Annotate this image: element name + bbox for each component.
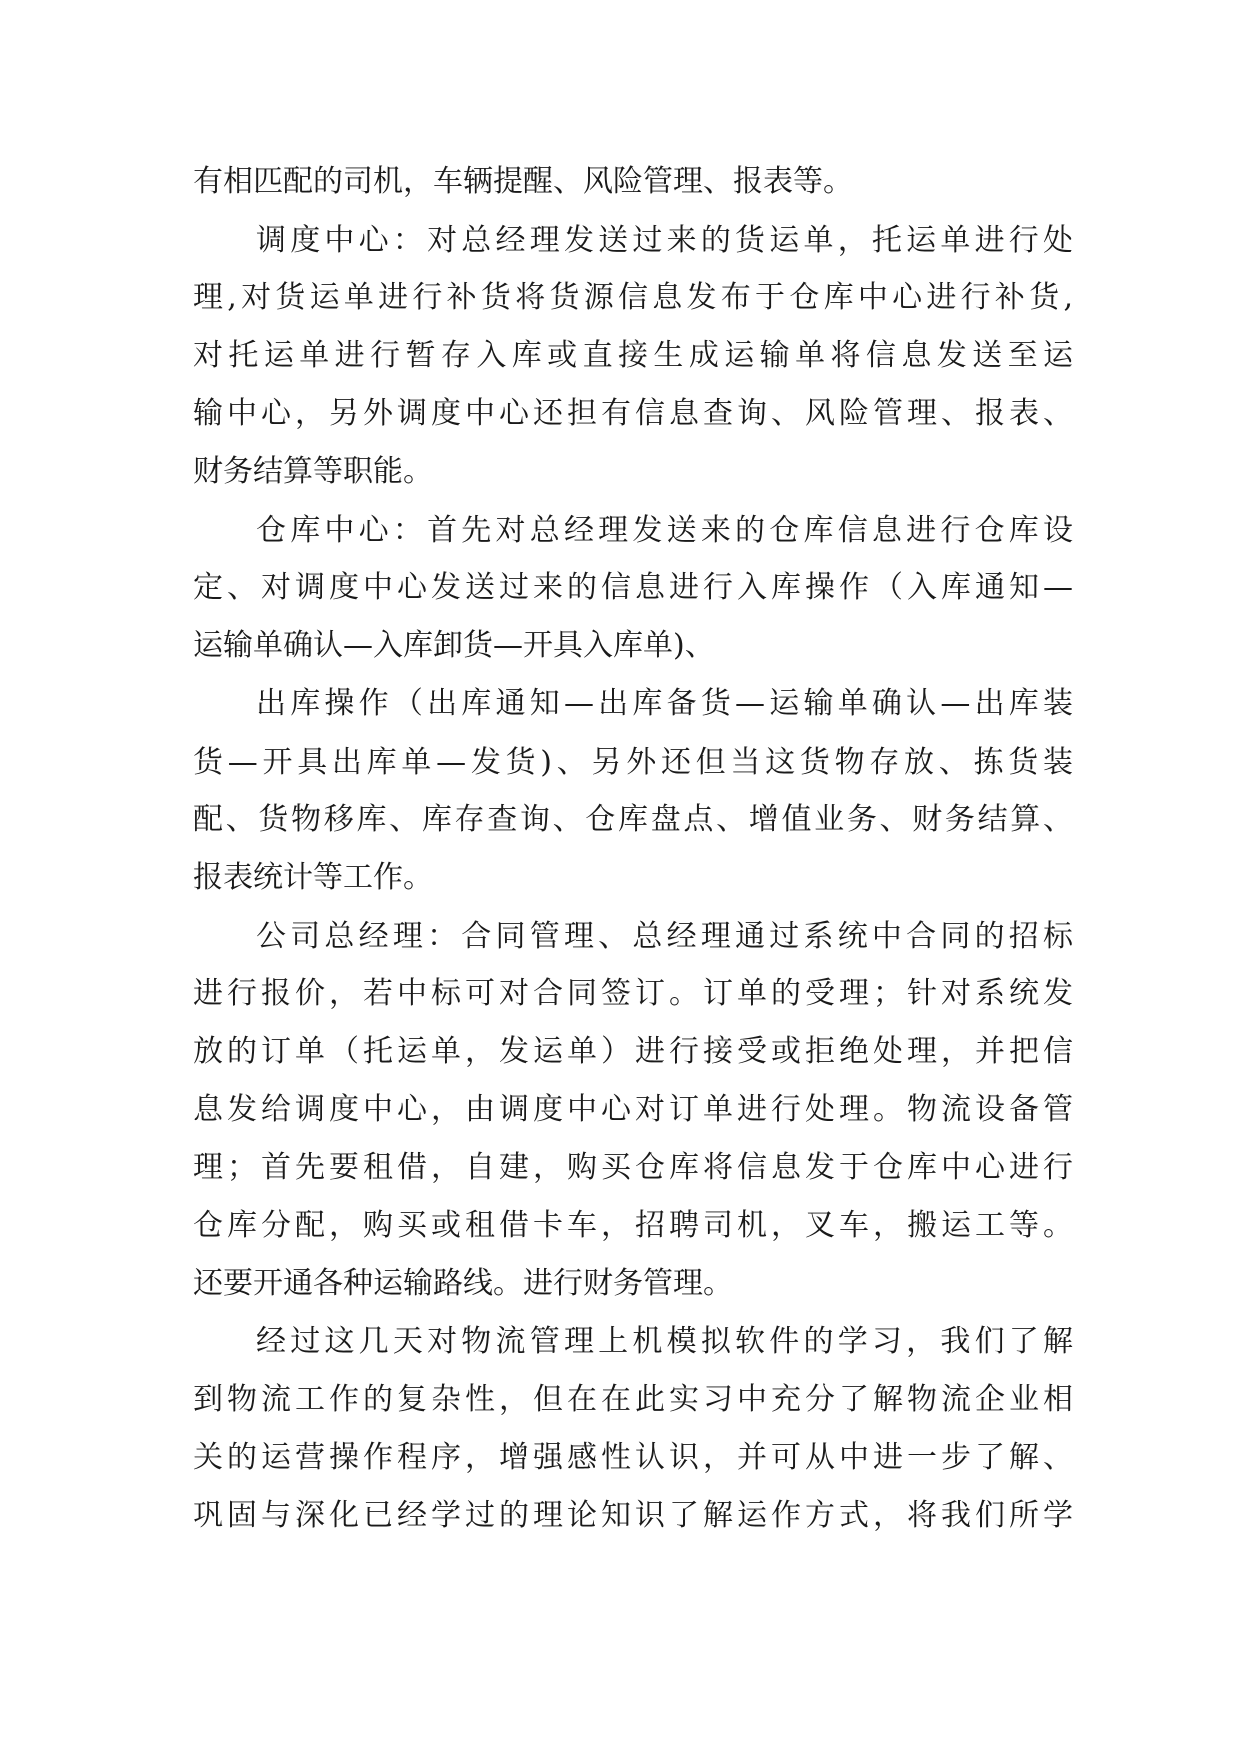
text-line: 运输单确认—入库卸货—开具入库单)、 [193,628,715,663]
text-line: 还要开通各种运输路线。进行财务管理。 [193,1266,733,1301]
text-line: 配、货物移库、库存查询、仓库盘点、增值业务、财务结算、 [193,802,1073,837]
text-line: 输中心，另外调度中心还担有信息查询、风险管理、报表、 [193,396,1073,431]
text-line: 仓库分配，购买或租借卡车，招聘司机，叉车，搬运工等。 [193,1208,1073,1243]
text-line: 有相匹配的司机，车辆提醒、风险管理、报表等。 [193,164,853,199]
text-line: 对托运单进行暂存入库或直接生成运输单将信息发送至运 [193,338,1073,373]
text-line: 到物流工作的复杂性，但在在此实习中充分了解物流企业相 [193,1382,1073,1417]
text-line: 报表统计等工作。 [193,860,433,895]
text-line: 关的运营操作程序，增强感性认识，并可从中进一步了解、 [193,1440,1073,1475]
paragraph-first-line: 出库操作（出库通知—出库备货—运输单确认—出库装 [256,686,1073,721]
paragraph-first-line: 调度中心：对总经理发送过来的货运单，托运单进行处 [256,223,1073,258]
text-line: 进行报价，若中标可对合同签订。订单的受理；针对系统发 [193,976,1073,1011]
text-line: 理；首先要租借，自建，购买仓库将信息发于仓库中心进行 [193,1150,1073,1185]
paragraph-first-line: 经过这几天对物流管理上机模拟软件的学习，我们了解 [256,1324,1073,1359]
paragraph-first-line: 仓库中心：首先对总经理发送来的仓库信息进行仓库设 [256,513,1073,548]
text-line: 财务结算等职能。 [193,454,433,489]
text-line: 巩固与深化已经学过的理论知识了解运作方式，将我们所学 [193,1498,1073,1533]
text-line: 货—开具出库单—发货)、另外还但当这货物存放、拣货装 [193,745,1073,780]
text-line: 息发给调度中心，由调度中心对订单进行处理。物流设备管 [193,1092,1073,1127]
paragraph-first-line: 公司总经理：合同管理、总经理通过系统中合同的招标 [256,919,1073,954]
text-line: 定、对调度中心发送过来的信息进行入库操作（入库通知— [193,570,1073,605]
text-line: 放的订单（托运单，发运单）进行接受或拒绝处理，并把信 [193,1034,1073,1069]
text-line: 理,对货运单进行补货将货源信息发布于仓库中心进行补货, [193,280,1073,315]
